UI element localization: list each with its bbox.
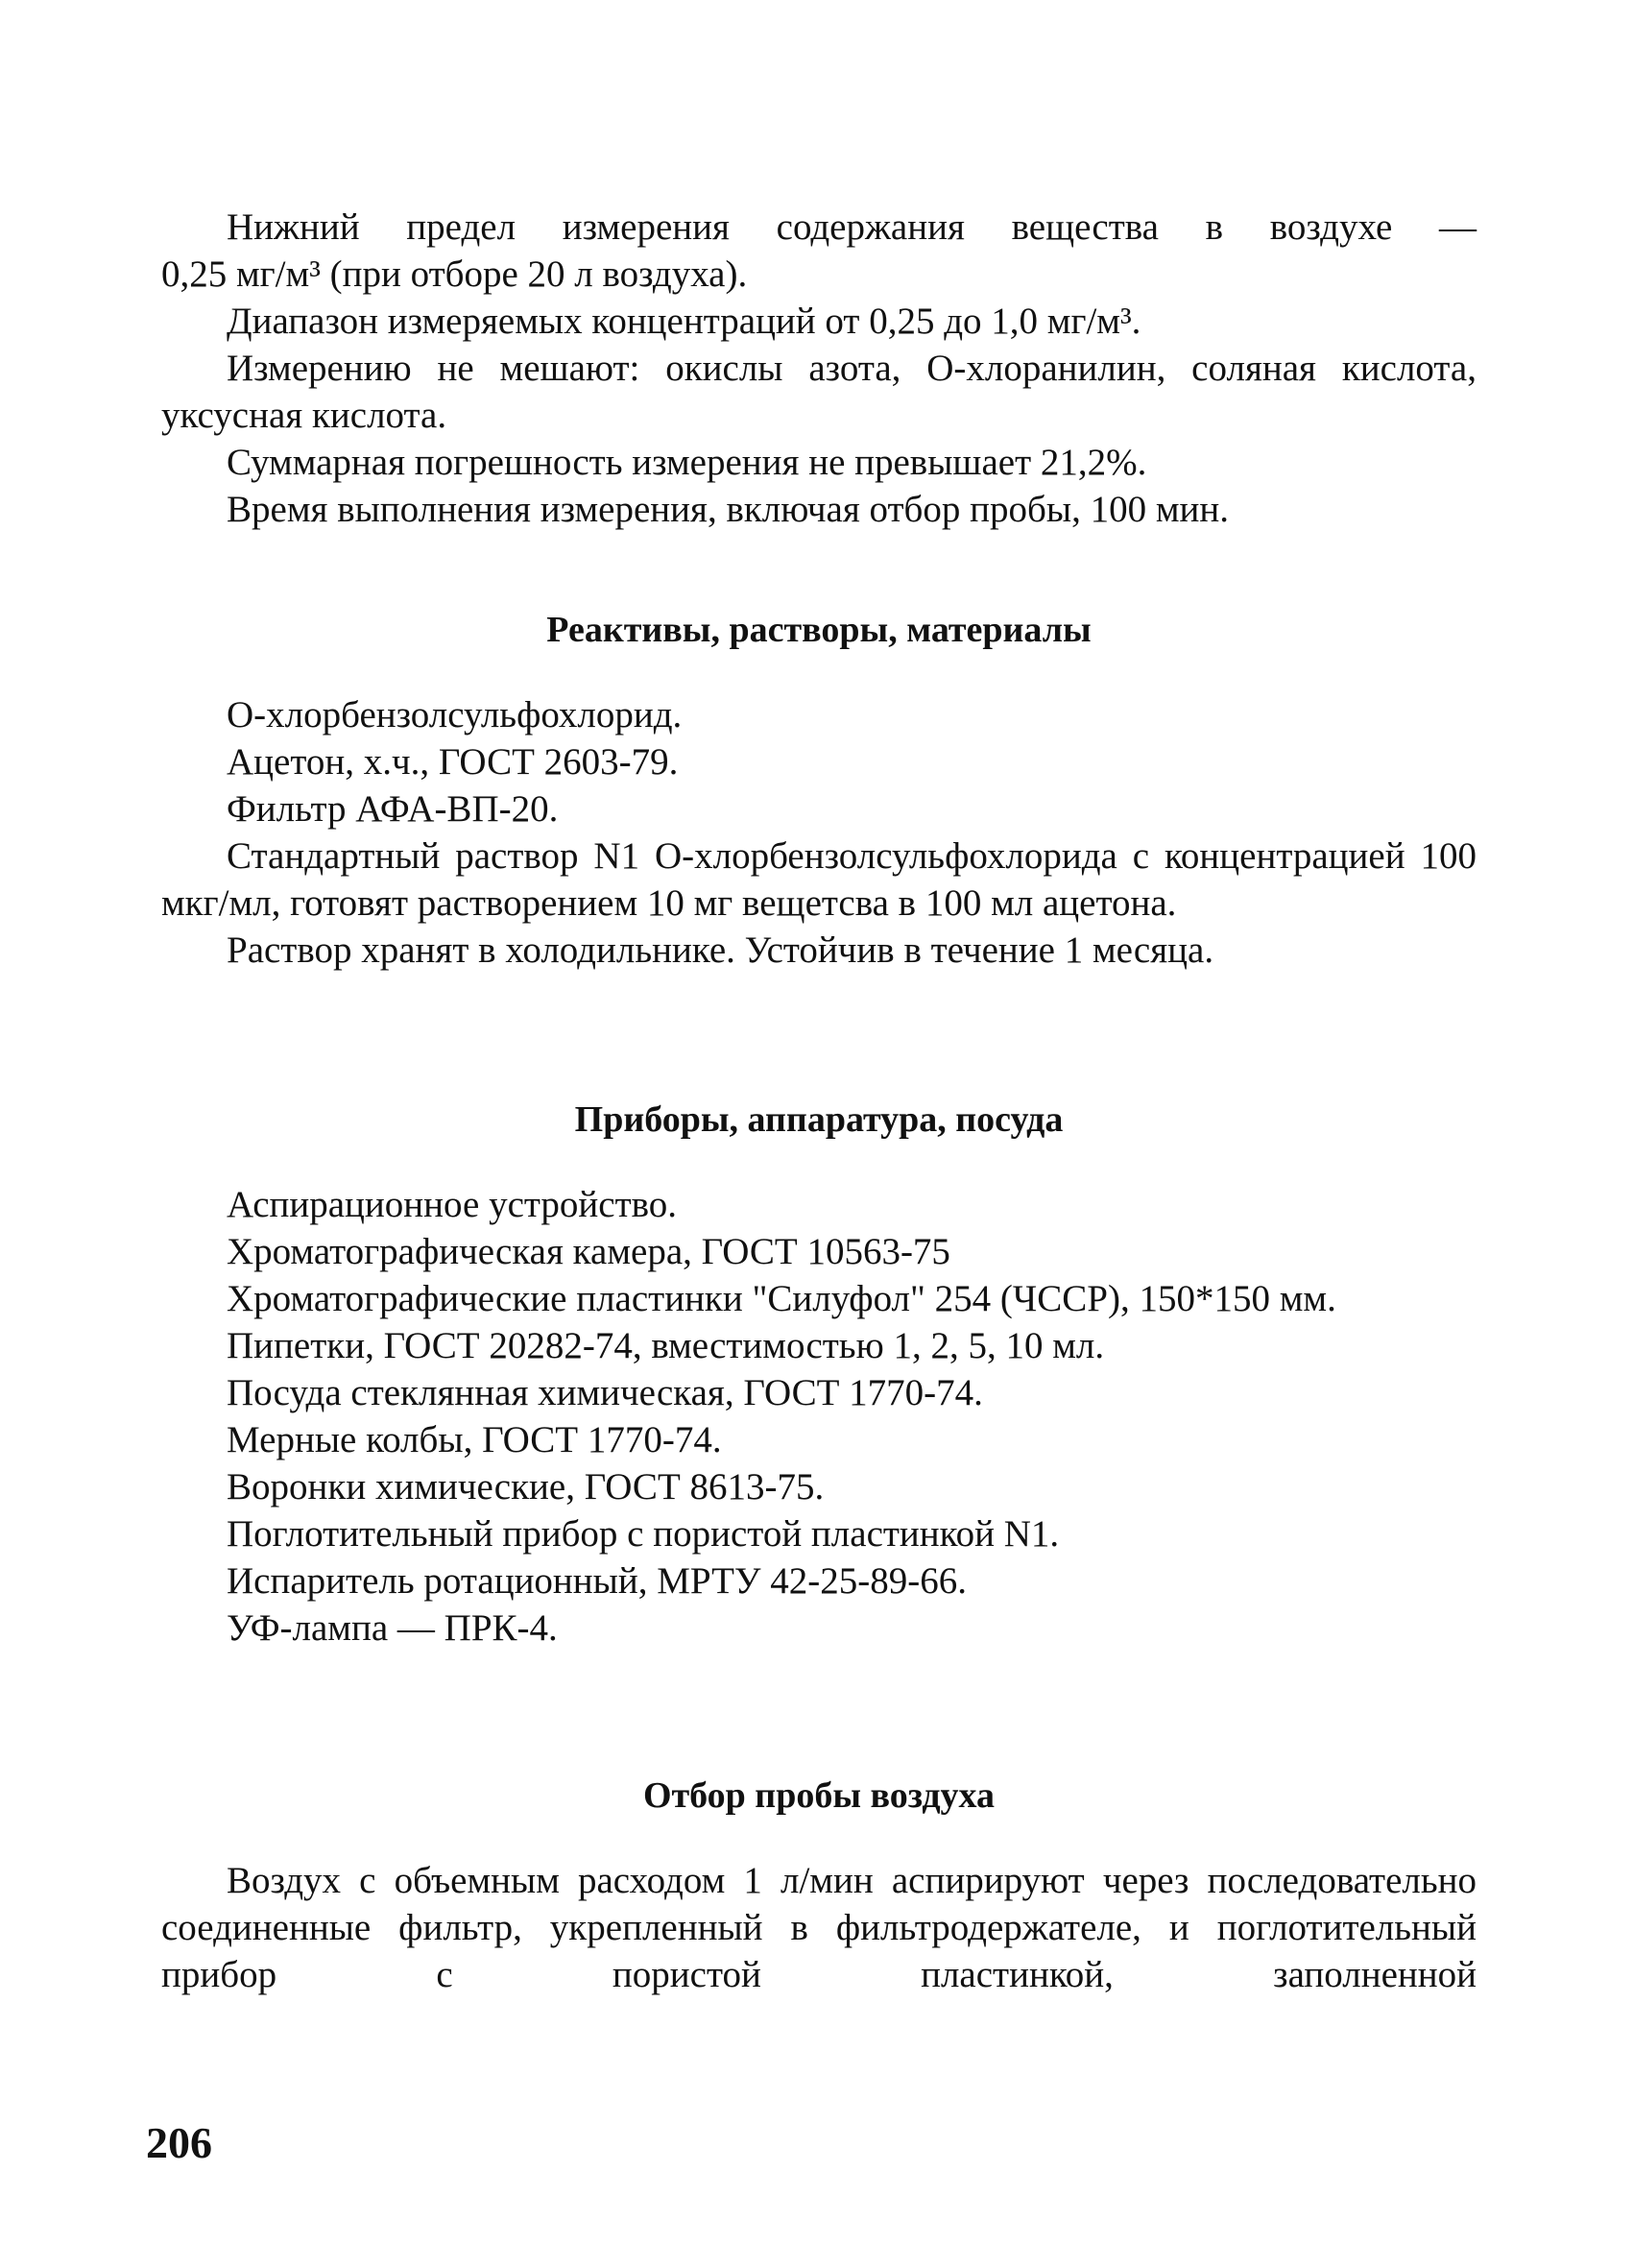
equipment-item: Хроматографическая камера, ГОСТ 10563-75 bbox=[227, 1231, 950, 1272]
reagent-item: Раствор хранят в холодильнике. Устойчив в течение 1 месяца. bbox=[227, 929, 1214, 971]
reagent-item: О-хлорбензолсульфохлорид. bbox=[227, 694, 683, 736]
reagent-item: Фильтр АФА-ВП-20. bbox=[227, 788, 559, 830]
reagent-item: Ацетон, х.ч., ГОСТ 2603-79. bbox=[227, 741, 679, 783]
reagent-item: Стандартный раствор N1 О-хлорбензолсульфохлорида с концентрацией 100 мкг/мл, готовят растворением 10 мг вещетсва в 100 мл ацетона. bbox=[161, 835, 1477, 924]
equipment-item: Хроматографические пластинки "Силуфол" 254 (ЧССР), 150*150 мм. bbox=[227, 1278, 1336, 1319]
equipment-item: УФ-лампа — ПРК-4. bbox=[227, 1607, 558, 1649]
equipment-heading: Приборы, аппаратура, посуда bbox=[574, 1099, 1064, 1140]
error-paragraph: Суммарная погрешность измерения не превышает 21,2%. bbox=[227, 442, 1147, 483]
interference-paragraph: Измерению не мешают: окислы азота, О-хлоранилин, соляная кислота, уксусная кислота. bbox=[161, 348, 1477, 436]
reagents-list bbox=[161, 691, 1477, 974]
reagents-heading: Реактивы, растворы, материалы bbox=[546, 610, 1092, 650]
sampling-paragraph: Воздух с объемным расходом 1 л/мин аспирируют через последовательно соединенные фильтр, укрепленный в фильтродержателе, и поглотительный прибор с пористой пластинкой, заполненной bbox=[161, 1860, 1477, 1995]
equipment-item: Испаритель ротационный, МРТУ 42-25-89-66. bbox=[227, 1560, 967, 1602]
lower-limit-line1: Нижний предел измерения содержания вещества в воздухе — bbox=[227, 206, 1477, 248]
range-paragraph: Диапазон измеряемых концентраций от 0,25 до 1,0 мг/м³. bbox=[227, 301, 1141, 342]
sampling-section bbox=[161, 1857, 1477, 1998]
equipment-item: Аспирационное устройство. bbox=[227, 1184, 678, 1225]
equipment-item: Поглотительный прибор с пористой пластинкой N1. bbox=[227, 1513, 1060, 1555]
sampling-heading: Отбор пробы воздуха bbox=[642, 1775, 996, 1816]
equipment-item: Воронки химические, ГОСТ 8613-75. bbox=[227, 1466, 825, 1508]
equipment-item: Мерные колбы, ГОСТ 1770-74. bbox=[227, 1419, 722, 1460]
equipment-item: Посуда стеклянная химическая, ГОСТ 1770-74. bbox=[227, 1372, 983, 1413]
equipment-item: Пипетки, ГОСТ 20282-74, вместимостью 1, 2, 5, 10 мл. bbox=[227, 1325, 1105, 1366]
intro-section bbox=[161, 204, 1477, 533]
duration-paragraph: Время выполнения измерения, включая отбор пробы, 100 мин. bbox=[227, 489, 1229, 530]
lower-limit-line2: 0,25 мг/м³ (при отборе 20 л воздуха). bbox=[161, 253, 748, 295]
page-number: 206 bbox=[146, 2118, 212, 2167]
equipment-list bbox=[161, 1181, 1477, 1652]
